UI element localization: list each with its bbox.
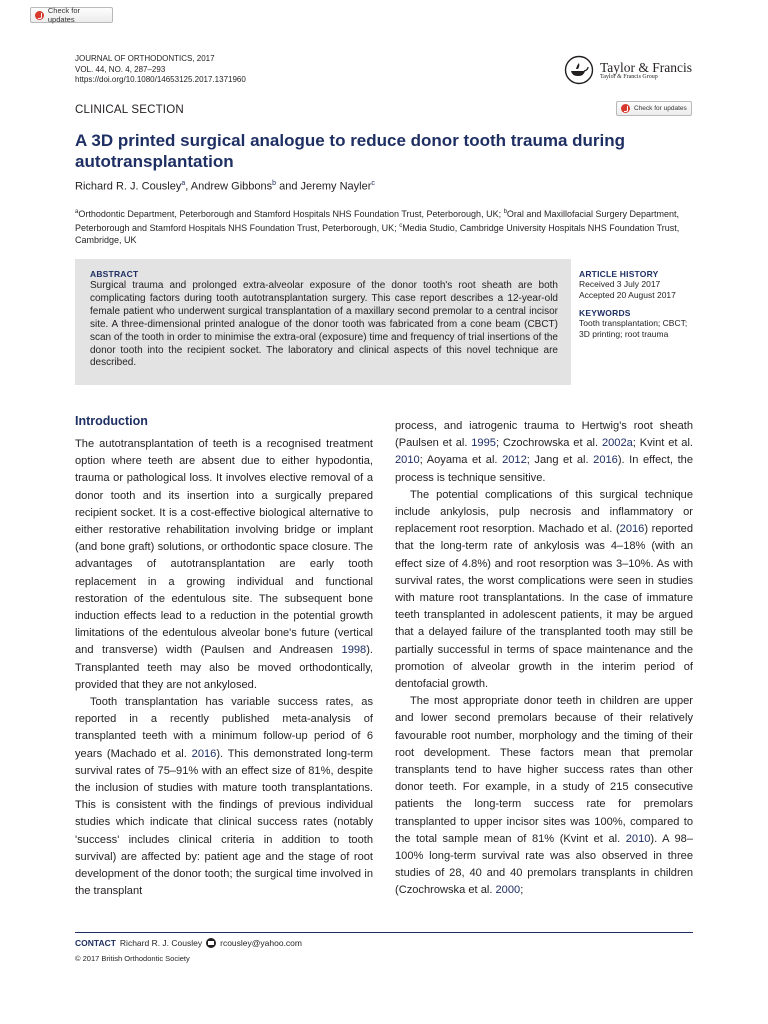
check-updates-label: Check for updates — [47, 6, 80, 24]
author-2-affil[interactable]: b — [272, 180, 277, 187]
abstract-box — [75, 259, 571, 385]
text-run: ; Czochrowska et al. — [495, 437, 602, 450]
check-updates-icon-inline — [621, 104, 630, 113]
affil-a: Orthodontic Department, Peterborough and Stamford Hospitals NHS Foundation Trust, Peterborough, UK; — [78, 209, 504, 219]
citation-link[interactable]: 2010 — [625, 832, 651, 845]
citation-link[interactable]: 2002a — [601, 437, 633, 450]
text-run: ; Aoyama et al. — [419, 454, 503, 467]
left-column — [75, 436, 373, 900]
abstract-heading: ABSTRACT — [90, 269, 139, 279]
article-history — [579, 269, 699, 340]
journal-info — [75, 54, 246, 86]
paragraph — [395, 487, 693, 693]
check-for-updates-button[interactable] — [30, 7, 113, 23]
affil-b: Oral and Maxillofacial Surgery Department, Peterborough and Stamford Hospitals NHS Foundation Trust, Peterborough, UK; — [75, 209, 679, 233]
author-1[interactable]: Richard R. J. Cousley — [75, 180, 182, 193]
citation-link[interactable]: 2016 — [593, 454, 618, 467]
paragraph — [75, 436, 373, 694]
text-run: ; Jang et al. — [526, 454, 594, 467]
publisher-logo — [564, 55, 692, 85]
text-run: The most appropriate donor teeth in children are upper and lower second premolars because of their relatively favourable root number, morphology and the timing of their root development. These factors mean that premolar transplants tend to have higher success rates than other donor teeth. For example, in a study of 215 consecutive patients the long-term success rate for premolars transplanted to upper incisor sites was 100%, compared to the total sample mean of 81% (Kvint et al. — [395, 695, 693, 845]
text-run: ). This demonstrated long-term survival rates of 75–91% with an effect size of 81%, despite the inclusion of studies with mature tooth transplantations. This is consistent with the findings of previous individual studies which indicate that clinical success rates (notably 'success' includes clinical criteria in addition to tooth survival) are affected by: patient age and the stage of root development of the donor tooth; the surgical time involved in the transplant — [75, 747, 373, 898]
citation-link[interactable]: 2016 — [619, 523, 645, 536]
contact-name: Richard R. J. Cousley — [119, 938, 203, 948]
author-sep-2: and — [276, 180, 301, 193]
keywords-text: Tooth transplantation; CBCT; 3D printing; root trauma — [579, 318, 688, 339]
text-run: ) reported that the long-term rate of ankylosis was 4–18% (with an effect size of 4.8%) and root resorption was 3–10%. As with survival rates, the worst complications were seen in studies with mature root transplantations. In the case of immature teeth transplanted in adolescent patients, it may be argued that a delayed failure of the transplanted tooth may still be partially successful in terms of space maintenance and the promotion of alveolar growth in the interim period of dentofacial growth. — [395, 523, 693, 691]
article-title — [75, 130, 695, 172]
lamp-icon — [564, 55, 594, 85]
abstract-text: Surgical trauma and prolonged extra-alveolar exposure of the donor tooth's root sheath are both complicating factors during tooth autotransplantation surgery. This case report describes a 12-year-old female patient who underwent surgical transplantation of a maxillary second premolar to a central incisor site. A three-dimensional printed analogue of the donor tooth was fabricated from a cone beam (CBCT) scan of the tooth in order to minimise the extra-oral (exposure) time and frequency of trial insertions of the donor tooth into the recipient socket. The laboratory and clinical aspects of this novel technique are described. — [90, 280, 558, 369]
affil-a-marker: a — [75, 209, 79, 215]
publisher-group: Taylor & Francis Group — [600, 73, 658, 80]
email-icon — [206, 938, 216, 948]
text-run: ; Kvint et al. — [632, 437, 694, 450]
accepted-date: Accepted 20 August 2017 — [579, 290, 676, 300]
journal-doi[interactable]: https://doi.org/10.1080/14653125.2017.1371960 — [75, 75, 246, 84]
section-label: CLINICAL SECTION — [75, 104, 184, 116]
publisher-name: Taylor & Francis — [600, 59, 693, 75]
citation-link[interactable]: 1995 — [471, 437, 496, 450]
affil-c: Media Studio, Cambridge University Hospitals NHS Foundation Trust, Cambridge, UK — [75, 223, 680, 245]
text-run: ). Transplanted teeth may also be moved orthodontically, provided that they are not ankylosed. — [75, 644, 373, 691]
affiliations — [75, 206, 695, 246]
author-1-affil[interactable]: a — [181, 180, 186, 187]
authors — [75, 180, 375, 193]
author-2[interactable]: Andrew Gibbons — [190, 180, 273, 193]
check-for-updates-button-inline[interactable] — [616, 101, 692, 116]
citation-link[interactable]: 2000 — [495, 884, 521, 897]
check-updates-icon — [35, 11, 44, 20]
citation-link[interactable]: 1998 — [341, 644, 367, 657]
citation-link[interactable]: 2016 — [191, 747, 217, 760]
right-column — [395, 418, 693, 900]
paragraph — [395, 418, 693, 487]
text-run: ; — [520, 884, 524, 897]
keywords-heading: KEYWORDS — [579, 308, 631, 318]
footer-divider — [75, 932, 693, 933]
text-run: process, and iatrogenic trauma to Hertwig's root sheath (Paulsen et al. — [395, 420, 693, 450]
section-heading-introduction: Introduction — [75, 414, 148, 428]
copyright: © 2017 British Orthodontic Society — [75, 954, 190, 963]
check-updates-label-inline: Check for updates — [634, 105, 687, 112]
author-3-affil[interactable]: c — [371, 180, 375, 187]
text-run: The autotransplantation of teeth is a recognised treatment option where teeth are absent due to either hypodontia, trauma or pathological loss. It involves elective removal of a donor tooth and its insertion into a surgically prepared recipient socket. It is a cost-effective biological alternative to either restorative rehabilitation involving bridge or implant (and bone graft) solutions, or orthodontic space closure. The advantages of autotransplantation are early tooth replacement in a growing individual and functional restoration of the edentulous site. The subsequent bone induction effects lead to a reduction in the potential growth limitations of the edentulous alveolar bone's future (vertical and transverse) width (Paulsen and Andreasen — [75, 438, 373, 657]
citation-link[interactable]: 2010 — [395, 454, 420, 467]
text-run: ). A 98–100% long-term survival rate was also observed in three studies of 28, 40 and 40 premolars transplants in children (Czochrowska et al. — [395, 832, 694, 897]
received-date: Received 3 July 2017 — [579, 279, 661, 289]
affil-b-marker: b — [503, 209, 507, 215]
affil-c-marker: c — [399, 223, 403, 229]
journal-volume: VOL. 44, NO. 4, 287–293 — [75, 64, 166, 74]
paragraph — [75, 694, 373, 900]
contact-label: CONTACT — [75, 938, 116, 948]
contact-line — [75, 938, 302, 948]
journal-name: JOURNAL OF ORTHODONTICS, 2017 — [75, 54, 215, 63]
text-run: ). In effect, the process is technique sensitive. — [395, 454, 694, 484]
text-run: The potential complications of this surgical technique include ankylosis, pulp necrosis and inflammatory or replacement root resorption. Machado et al. ( — [395, 488, 693, 536]
title-line-2: autotransplantation — [75, 152, 234, 171]
text-run: Tooth transplantation has variable success rates, as reported in a recently published meta-analysis of transplanted teeth with a minimum follow-up period of 6 years (Machado et al. — [75, 696, 373, 760]
citation-link[interactable]: 2012 — [502, 454, 527, 467]
author-3[interactable]: Jeremy Nayler — [300, 180, 372, 193]
contact-email[interactable]: rcousley@yahoo.com — [220, 938, 302, 948]
author-sep-1: , — [185, 180, 191, 193]
paragraph — [395, 693, 693, 899]
title-line-1: A 3D printed surgical analogue to reduce donor tooth trauma during — [75, 131, 626, 150]
article-history-heading: ARTICLE HISTORY — [579, 269, 659, 279]
